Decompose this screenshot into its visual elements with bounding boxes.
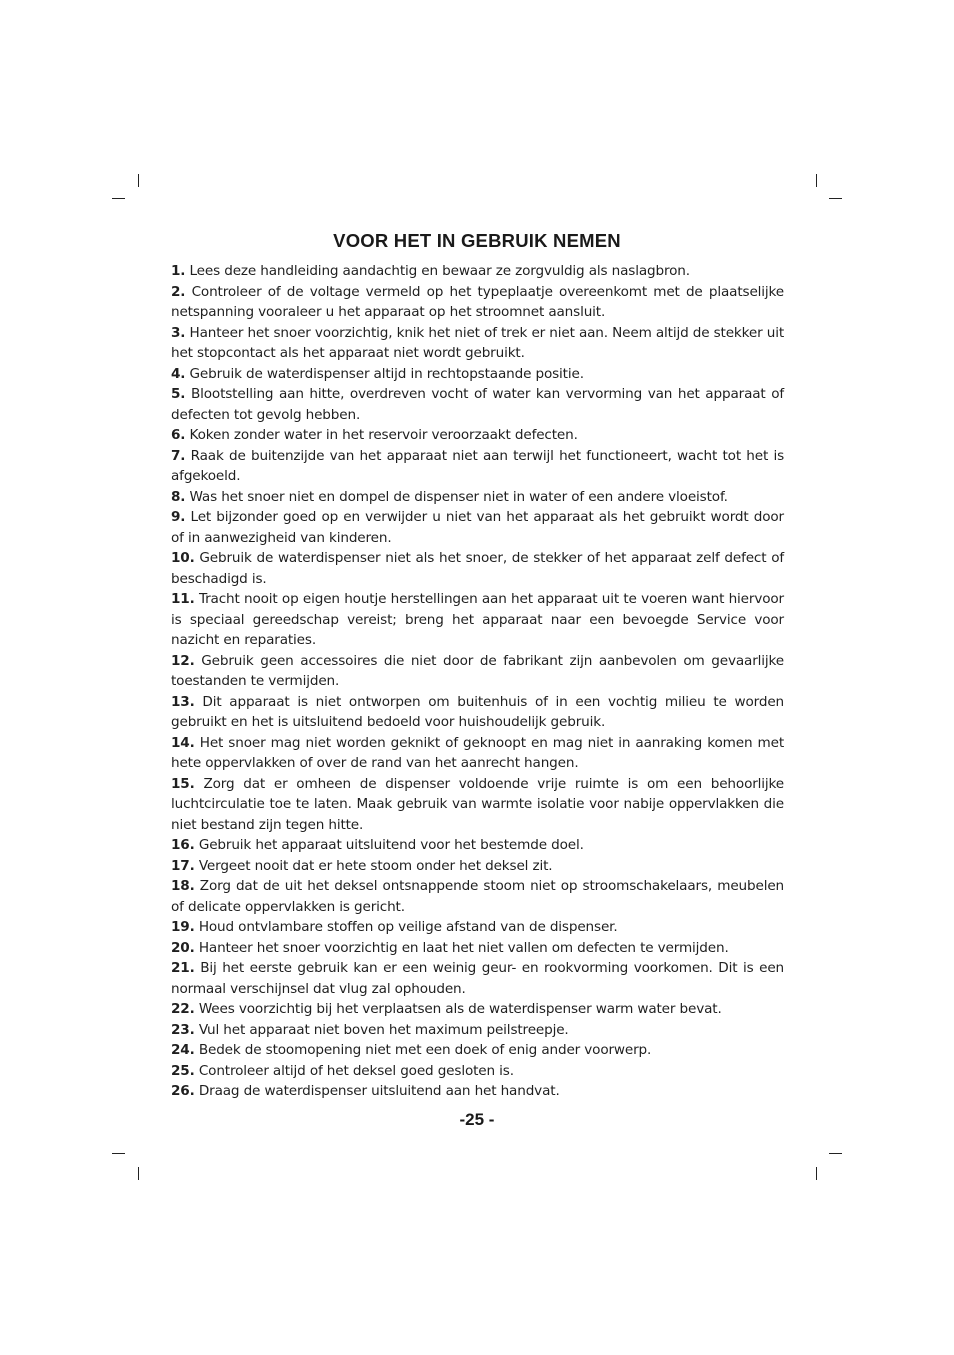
crop-mark-bottom-right-vertical (816, 1167, 817, 1180)
list-item (171, 261, 784, 282)
list-item (171, 487, 784, 508)
item-text: Wees voorzichtig bij het verplaatsen als de waterdispenser warm water bevat. (198, 1001, 722, 1017)
item-text: Gebruik de waterdispenser altijd in rechtopstaande positie. (189, 365, 584, 382)
list-item (171, 1040, 784, 1061)
list-item (171, 917, 784, 938)
item-number: 1. (171, 263, 186, 279)
list-item (171, 651, 784, 692)
item-text: Controleer of de voltage vermeld op het typeplaatje overeenkomt met de plaatselijke netspanning vooraleer u het apparaat op het stroomnet aansluit. (171, 283, 784, 320)
item-number: 21. (171, 960, 195, 976)
item-text: Vergeet nooit dat er hete stoom onder het deksel zit. (198, 857, 553, 874)
item-text: Het snoer mag niet worden geknikt of geknoopt en mag niet in aanraking komen met hete oppervlakken of over de rand van het aanrecht hangen. (171, 734, 785, 771)
item-number: 26. (171, 1083, 195, 1099)
list-item (171, 589, 784, 651)
list-item (171, 774, 784, 836)
crop-mark-top-right-vertical (816, 174, 817, 187)
item-text: Tracht nooit op eigen houtje herstellingen aan het apparaat uit te voeren want hiervoor is speciaal gereedschap vereist; breng het apparaat naar een bevoegde Service voor nazicht en reparaties. (171, 591, 784, 648)
instruction-list (171, 261, 784, 1102)
list-item (171, 1020, 784, 1041)
list-item (171, 733, 784, 774)
list-item (171, 384, 784, 425)
list-item (171, 938, 784, 959)
list-item (171, 856, 784, 877)
item-text: Koken zonder water in het reservoir veroorzaakt defecten. (189, 427, 578, 443)
list-item (171, 507, 784, 548)
item-number: 11. (171, 591, 195, 607)
list-item (171, 323, 784, 364)
list-item (171, 692, 784, 733)
item-text: Draag de waterdispenser uitsluitend aan het handvat. (198, 1083, 560, 1099)
item-number: 15. (171, 775, 195, 792)
item-number: 25. (171, 1062, 195, 1079)
item-text: Lees deze handleiding aandachtig en bewaar ze zorgvuldig als naslagbron. (189, 263, 690, 279)
list-item (171, 446, 784, 487)
item-number: 10. (171, 550, 195, 566)
item-number: 19. (171, 919, 195, 935)
item-text: Was het snoer niet en dompel de dispenser niet in water of een andere vloeistof. (189, 488, 728, 505)
page-number: -25 - (459, 1110, 495, 1129)
item-text: Gebruik de waterdispenser niet als het snoer, de stekker of het apparaat zelf defect of beschadigd is. (171, 550, 784, 587)
item-text: Blootstelling aan hitte, overdreven vocht of water kan vervorming van het apparaat of defecten tot gevolg hebben. (171, 386, 785, 423)
list-item (171, 425, 784, 446)
item-text: Zorg dat er omheen de dispenser voldoende vrije ruimte is om een behoorlijke luchtcirculatie toe te laten. Maak gebruik van warmte isolatie voor nabije oppervlakken die niet bestand zijn tegen hitte. (171, 775, 785, 833)
item-text: Hanteer het snoer voorzichtig en laat het niet vallen om defecten te vermijden. (198, 939, 729, 956)
item-number: 2. (171, 283, 186, 300)
item-number: 16. (171, 837, 195, 853)
item-number: 23. (171, 1021, 195, 1038)
item-text: Zorg dat de uit het deksel ontsnappende stoom niet op stroomschakelaars, meubelen of delicate oppervlakken is gericht. (171, 878, 784, 915)
list-item (171, 282, 784, 323)
list-item (171, 958, 784, 999)
item-number: 6. (171, 427, 186, 443)
item-number: 5. (171, 386, 186, 402)
list-item (171, 548, 784, 589)
item-number: 7. (171, 447, 186, 464)
page-title: VOOR HET IN GEBRUIK NEMEN (333, 230, 621, 251)
item-text: Gebruik het apparaat uitsluitend voor het bestemde doel. (198, 837, 584, 853)
list-item (171, 999, 784, 1020)
list-item (171, 835, 784, 856)
item-text: Controleer altijd of het deksel goed gesloten is. (198, 1062, 514, 1079)
crop-mark-top-left-vertical (138, 174, 139, 187)
item-number: 14. (171, 734, 195, 751)
item-text: Dit apparaat is niet ontworpen om buitenhuis of in een vochtig milieu te worden gebruikt en het is uitsluitend bedoeld voor huishoudelijk gebruik. (171, 693, 784, 730)
item-number: 22. (171, 1001, 195, 1017)
item-number: 20. (171, 939, 195, 956)
item-number: 17. (171, 857, 195, 874)
crop-mark-bottom-left-vertical (138, 1167, 139, 1180)
list-item (171, 364, 784, 385)
item-text: Raak de buitenzijde van het apparaat niet aan terwijl het functioneert, wacht tot het is afgekoeld. (171, 447, 785, 484)
item-number: 12. (171, 652, 195, 669)
list-item (171, 1061, 784, 1082)
crop-mark-top-right-horizontal (829, 198, 842, 199)
item-text: Hanteer het snoer voorzichtig, knik het niet of trek er niet aan. Neem altijd de stekker uit het stopcontact als het apparaat niet wordt gebruikt. (171, 324, 784, 361)
list-item (171, 876, 784, 917)
crop-mark-top-left-horizontal (112, 198, 125, 199)
item-number: 8. (171, 488, 186, 505)
item-text: Bij het eerste gebruik kan er een weinig geur- en rookvorming voorkomen. Dit is een normaal verschijnsel dat vlug zal ophouden. (171, 960, 784, 997)
crop-mark-bottom-right-horizontal (829, 1153, 842, 1154)
item-number: 18. (171, 878, 195, 894)
crop-mark-bottom-left-horizontal (112, 1153, 125, 1154)
list-item (171, 1081, 784, 1102)
item-number: 9. (171, 509, 186, 525)
item-text: Bedek de stoomopening niet met een doek of enig ander voorwerp. (198, 1042, 652, 1058)
item-number: 3. (171, 324, 186, 341)
item-text: Gebruik geen accessoires die niet door de fabrikant zijn aanbevolen om gevaarlijke toestanden te vermijden. (171, 652, 784, 689)
item-number: 4. (171, 365, 186, 382)
item-text: Let bijzonder goed op en verwijder u niet van het apparaat als het gebruikt wordt door of in aanwezigheid van kinderen. (171, 509, 784, 546)
item-text: Houd ontvlambare stoffen op veilige afstand van de dispenser. (198, 919, 618, 935)
item-number: 24. (171, 1042, 195, 1058)
item-number: 13. (171, 693, 195, 710)
item-text: Vul het apparaat niet boven het maximum peilstreepje. (198, 1021, 569, 1038)
